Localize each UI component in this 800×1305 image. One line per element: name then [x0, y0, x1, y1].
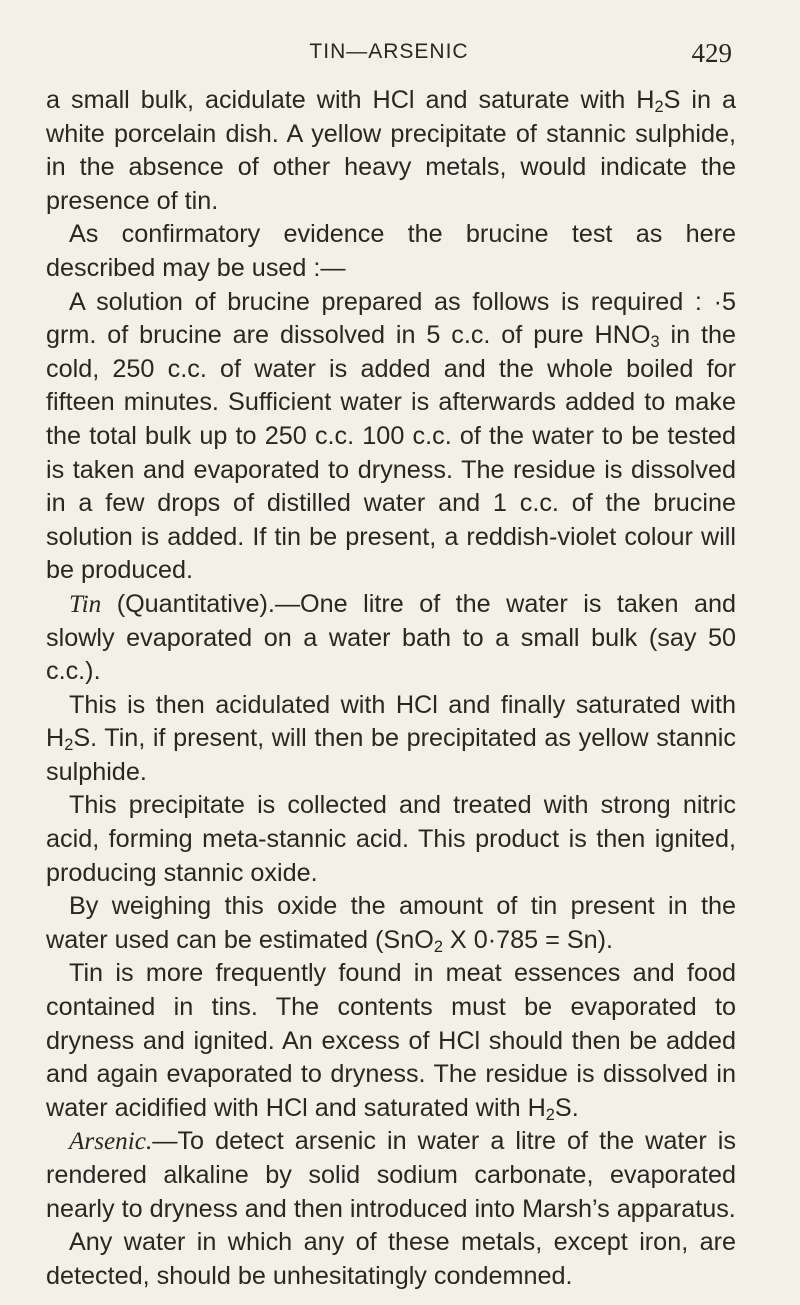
text-run: S. Tin, if present, will then be precipitated as yellow stannic sulphide. [46, 724, 736, 786]
page-number: 429 [691, 38, 732, 68]
subscript: 2 [64, 736, 74, 755]
subscript: 3 [650, 333, 660, 352]
text-run: This is then acidulated with HCl and finally saturated with H [46, 690, 736, 753]
text-run: Tin is more frequently found in meat essences and food contained in tins. The contents must be evaporated to dryness and ignited. An excess of HCl should then be added and again evaporated to dryness. The residue is dissolved in water acidified with HCl and saturated with H [46, 959, 736, 1122]
subscript: 2 [654, 98, 664, 117]
running-head: TIN—ARSENIC [309, 40, 469, 63]
paragraph [46, 957, 736, 1125]
subscript: 2 [433, 937, 443, 956]
paragraph [46, 218, 736, 285]
text-run: As confirmatory evidence the brucine test as here described may be used :— [46, 220, 736, 282]
text-run: By weighing this oxide the amount of tin present in the water used can be estimated (SnO [46, 892, 736, 954]
text-run: in the cold, 250 c.c. of water is added and the whole boiled for fifteen minutes. Sufficient water is afterwards added to make the total bulk up to 250 c.c. 100 c.c. of the water to be tested is taken and evaporated to dryness. The residue is dissolved in a few drops of distilled water and 1 c.c. of the brucine solution is added. If tin be present, a reddish-violet colour will be produced. [46, 321, 736, 585]
text-run: S in a white porcelain dish. A yellow precipitate of stannic sulphide, in the absence of other heavy metals, would indicate the presence of tin. [46, 86, 736, 215]
italic-heading: Tin [69, 590, 102, 618]
text-run: X 0·785 = Sn). [442, 925, 614, 954]
body-text [46, 84, 736, 1293]
text-run: a small bulk, acidulate with HCl and saturate with H [46, 86, 655, 114]
text-run: Any water in which any of these metals, except iron, are detected, should be unhesitatingly condemned. [46, 1228, 736, 1290]
paragraph [46, 286, 736, 588]
paragraph [46, 789, 736, 890]
text-run: —To detect arsenic in water a litre of the water is rendered alkaline by solid sodium carbonate, evaporated nearly to dryness and then introduced into Marsh’s apparatus. [46, 1127, 736, 1223]
paragraph [46, 1125, 736, 1226]
subscript: 2 [545, 1105, 555, 1124]
paragraph [46, 689, 736, 790]
paragraph [46, 890, 736, 957]
paragraph [46, 588, 736, 689]
italic-heading: Arsenic. [69, 1128, 153, 1156]
text-run: S. [554, 1093, 579, 1122]
page-header [46, 38, 732, 78]
paragraph [46, 1226, 736, 1293]
text-run: (Quantitative).—One litre of the water is taken and slowly evaporated on a water bath to a small bulk (say 50 c.c.). [46, 589, 736, 686]
text-run: A solution of brucine prepared as follows is required : ·5 grm. of brucine are dissolved in 5 c.c. of pure HNO [46, 287, 736, 350]
paragraph [46, 84, 736, 218]
text-run: This precipitate is collected and treated with strong nitric acid, forming meta-stannic acid. This product is then ignited, producing stannic oxide. [46, 791, 736, 887]
